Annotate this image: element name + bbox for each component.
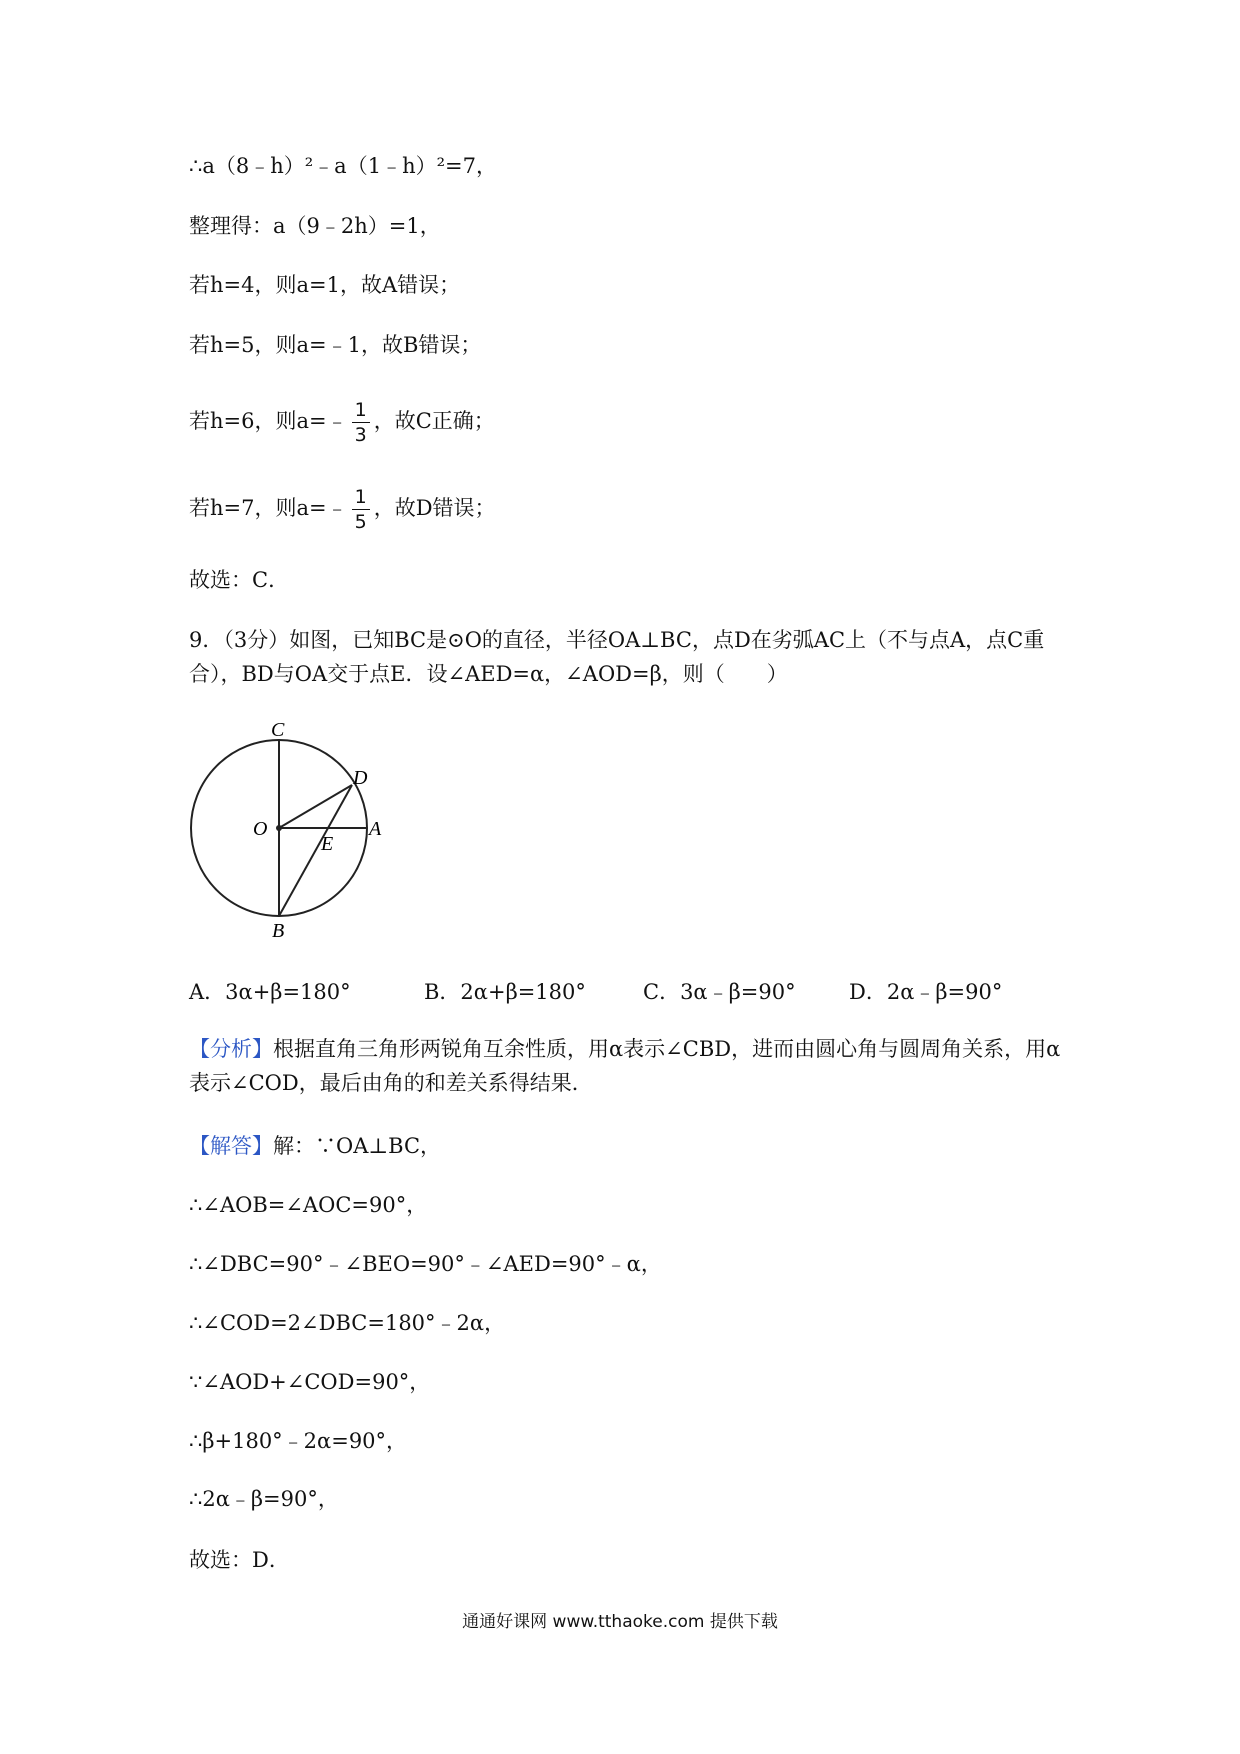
label-d: D — [353, 767, 368, 789]
analysis-text: 根据直角三角形两锐角互余性质，用α表示∠CBD，进而由圆心角与圆周角关系，用α表示∠COD，最后由角的和差关系得结果． — [189, 1037, 1061, 1095]
page-footer: 通通好课网 www.tthaoke.com 提供下载 — [462, 1612, 778, 1632]
circle-diagram — [185, 723, 415, 953]
fraction-denominator: 3 — [354, 424, 367, 446]
option-c[interactable]: C．3α﹣β=90° — [643, 980, 796, 1004]
fraction-denominator: 5 — [354, 511, 367, 533]
fraction-one-third — [352, 398, 370, 447]
center-point — [276, 825, 282, 831]
solution-step: ∴∠COD=2∠DBC=180°﹣2α， — [189, 1311, 506, 1335]
fraction-one-fifth — [352, 485, 370, 534]
label-c: C — [271, 723, 285, 741]
solution-head — [189, 1131, 441, 1161]
line-6-prefix: 若h=7，则a=﹣ — [189, 496, 348, 520]
solution-step: ∴∠DBC=90°﹣∠BEO=90°﹣∠AED=90°﹣α， — [189, 1252, 662, 1276]
line-6 — [189, 485, 496, 534]
line-7: 故选：C． — [189, 568, 290, 592]
solution-step: ∴2α﹣β=90°， — [189, 1487, 339, 1511]
chord-bd — [279, 785, 352, 916]
option-a[interactable]: A．3α+β=180° — [189, 980, 351, 1004]
solution-tag: 【解答】 — [189, 1134, 273, 1158]
label-a: A — [369, 818, 382, 840]
option-d[interactable]: D．2α﹣β=90° — [849, 980, 1003, 1004]
analysis-tag: 【分析】 — [189, 1037, 273, 1061]
fraction-numerator: 1 — [352, 398, 370, 423]
line-4: 若h=5，则a=﹣1，故B错误； — [189, 333, 482, 357]
line-5-prefix: 若h=6，则a=﹣ — [189, 409, 348, 433]
label-e: E — [321, 833, 334, 855]
line-5-suffix: ，故C正确； — [373, 409, 495, 433]
label-o: O — [253, 818, 268, 840]
line-5 — [189, 398, 495, 447]
solution-step: ∴β+180°﹣2α=90°， — [189, 1429, 408, 1453]
analysis — [189, 1032, 1069, 1100]
question-9: 9．（3分）如图，已知BC是⊙O的直径，半径OA⊥BC，点D在劣弧AC上（不与点A，点C重合），BD与OA交于点E．设∠AED=α，∠AOD=β，则（ ） — [189, 628, 1045, 686]
solution-step: ∴∠AOB=∠AOC=90°， — [189, 1193, 428, 1217]
solution-text: 解：∵OA⊥BC， — [273, 1134, 442, 1158]
solution-step: 故选：D． — [189, 1548, 290, 1572]
line-3: 若h=4，则a=1，故A错误； — [189, 273, 461, 297]
fraction-numerator: 1 — [352, 485, 370, 510]
line-1: ∴a（8﹣h）²﹣a（1﹣h）²=7， — [189, 154, 497, 178]
option-b[interactable]: B．2α+β=180° — [424, 980, 586, 1004]
solution-step: ∵∠AOD+∠COD=90°， — [189, 1370, 431, 1394]
label-b: B — [272, 920, 285, 942]
line-6-suffix: ，故D错误； — [373, 496, 496, 520]
line-2: 整理得：a（9﹣2h）=1， — [189, 214, 441, 238]
